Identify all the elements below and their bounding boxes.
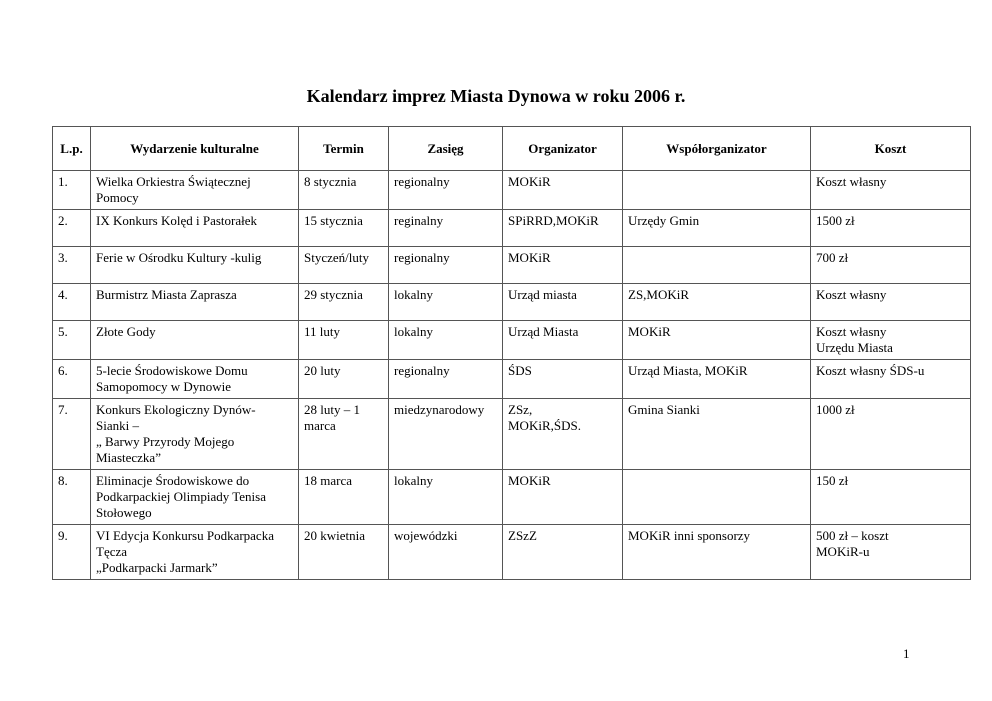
cell-coorganizer: Urzędy Gmin <box>623 210 811 247</box>
cell-coorganizer <box>623 247 811 284</box>
cell-cost: Koszt własny ŚDS-u <box>811 360 971 399</box>
table-header-row <box>53 127 971 171</box>
cell-cost: 150 zł <box>811 470 971 525</box>
cell-coorganizer <box>623 470 811 525</box>
cell-event: IX Konkurs Kolęd i Pastorałek <box>91 210 299 247</box>
cell-event: Konkurs Ekologiczny Dynów- Sianki – „ Barwy Przyrody Mojego Miasteczka” <box>91 399 299 470</box>
cell-lp: 9. <box>53 525 91 580</box>
table-row <box>53 171 971 210</box>
cell-scope: regionalny <box>389 171 503 210</box>
cell-lp: 7. <box>53 399 91 470</box>
table-row <box>53 399 971 470</box>
events-table <box>52 126 971 580</box>
table-row <box>53 247 971 284</box>
header-scope: Zasięg <box>389 127 503 171</box>
table-row <box>53 470 971 525</box>
cell-lp: 5. <box>53 321 91 360</box>
cell-date: 15 stycznia <box>299 210 389 247</box>
header-date: Termin <box>299 127 389 171</box>
cell-coorganizer: Gmina Sianki <box>623 399 811 470</box>
cell-event: Eliminacje Środowiskowe do Podkarpackiej Olimpiady Tenisa Stołowego <box>91 470 299 525</box>
cell-event: Burmistrz Miasta Zaprasza <box>91 284 299 321</box>
cell-organizer: MOKiR <box>503 247 623 284</box>
cell-organizer: SPiRRD,MOKiR <box>503 210 623 247</box>
cell-coorganizer <box>623 171 811 210</box>
cell-cost: 700 zł <box>811 247 971 284</box>
cell-cost: 1500 zł <box>811 210 971 247</box>
cell-lp: 1. <box>53 171 91 210</box>
cell-date: 11 luty <box>299 321 389 360</box>
cell-event: Wielka Orkiestra Świątecznej Pomocy <box>91 171 299 210</box>
cell-organizer: Urząd miasta <box>503 284 623 321</box>
header-event: Wydarzenie kulturalne <box>91 127 299 171</box>
cell-cost: Koszt własny <box>811 284 971 321</box>
cell-organizer: MOKiR <box>503 470 623 525</box>
cell-date: 20 kwietnia <box>299 525 389 580</box>
cell-organizer: MOKiR <box>503 171 623 210</box>
cell-date: 18 marca <box>299 470 389 525</box>
cell-organizer: ZSzZ <box>503 525 623 580</box>
table-row <box>53 284 971 321</box>
header-lp: L.p. <box>53 127 91 171</box>
cell-cost: 1000 zł <box>811 399 971 470</box>
cell-date: 20 luty <box>299 360 389 399</box>
cell-scope: lokalny <box>389 284 503 321</box>
cell-scope: lokalny <box>389 321 503 360</box>
cell-organizer: ZSz, MOKiR,ŚDS. <box>503 399 623 470</box>
cell-event: Ferie w Ośrodku Kultury -kulig <box>91 247 299 284</box>
cell-coorganizer: MOKiR inni sponsorzy <box>623 525 811 580</box>
table-row <box>53 525 971 580</box>
cell-date: 8 stycznia <box>299 171 389 210</box>
cell-coorganizer: MOKiR <box>623 321 811 360</box>
cell-cost: 500 zł – koszt MOKiR-u <box>811 525 971 580</box>
table-row <box>53 360 971 399</box>
cell-organizer: ŚDS <box>503 360 623 399</box>
cell-date: 29 stycznia <box>299 284 389 321</box>
cell-date: Styczeń/luty <box>299 247 389 284</box>
cell-lp: 6. <box>53 360 91 399</box>
cell-lp: 4. <box>53 284 91 321</box>
cell-scope: miedzynarodowy <box>389 399 503 470</box>
cell-lp: 8. <box>53 470 91 525</box>
cell-cost: Koszt własny <box>811 171 971 210</box>
cell-event: Złote Gody <box>91 321 299 360</box>
cell-coorganizer: Urząd Miasta, MOKiR <box>623 360 811 399</box>
table-row <box>53 210 971 247</box>
header-organizer: Organizator <box>503 127 623 171</box>
cell-scope: lokalny <box>389 470 503 525</box>
table-row <box>53 321 971 360</box>
cell-date: 28 luty – 1 marca <box>299 399 389 470</box>
cell-event: VI Edycja Konkursu Podkarpacka Tęcza „Podkarpacki Jarmark” <box>91 525 299 580</box>
header-cost: Koszt <box>811 127 971 171</box>
cell-event: 5-lecie Środowiskowe Domu Samopomocy w Dynowie <box>91 360 299 399</box>
page-number: 1 <box>903 646 910 661</box>
cell-coorganizer: ZS,MOKiR <box>623 284 811 321</box>
cell-scope: reginalny <box>389 210 503 247</box>
cell-scope: regionalny <box>389 247 503 284</box>
page-title: Kalendarz imprez Miasta Dynowa w roku 2006 r. <box>306 86 686 106</box>
cell-lp: 3. <box>53 247 91 284</box>
cell-cost: Koszt własny Urzędu Miasta <box>811 321 971 360</box>
cell-scope: regionalny <box>389 360 503 399</box>
cell-organizer: Urząd Miasta <box>503 321 623 360</box>
header-coorganizer: Współorganizator <box>623 127 811 171</box>
cell-lp: 2. <box>53 210 91 247</box>
cell-scope: wojewódzki <box>389 525 503 580</box>
